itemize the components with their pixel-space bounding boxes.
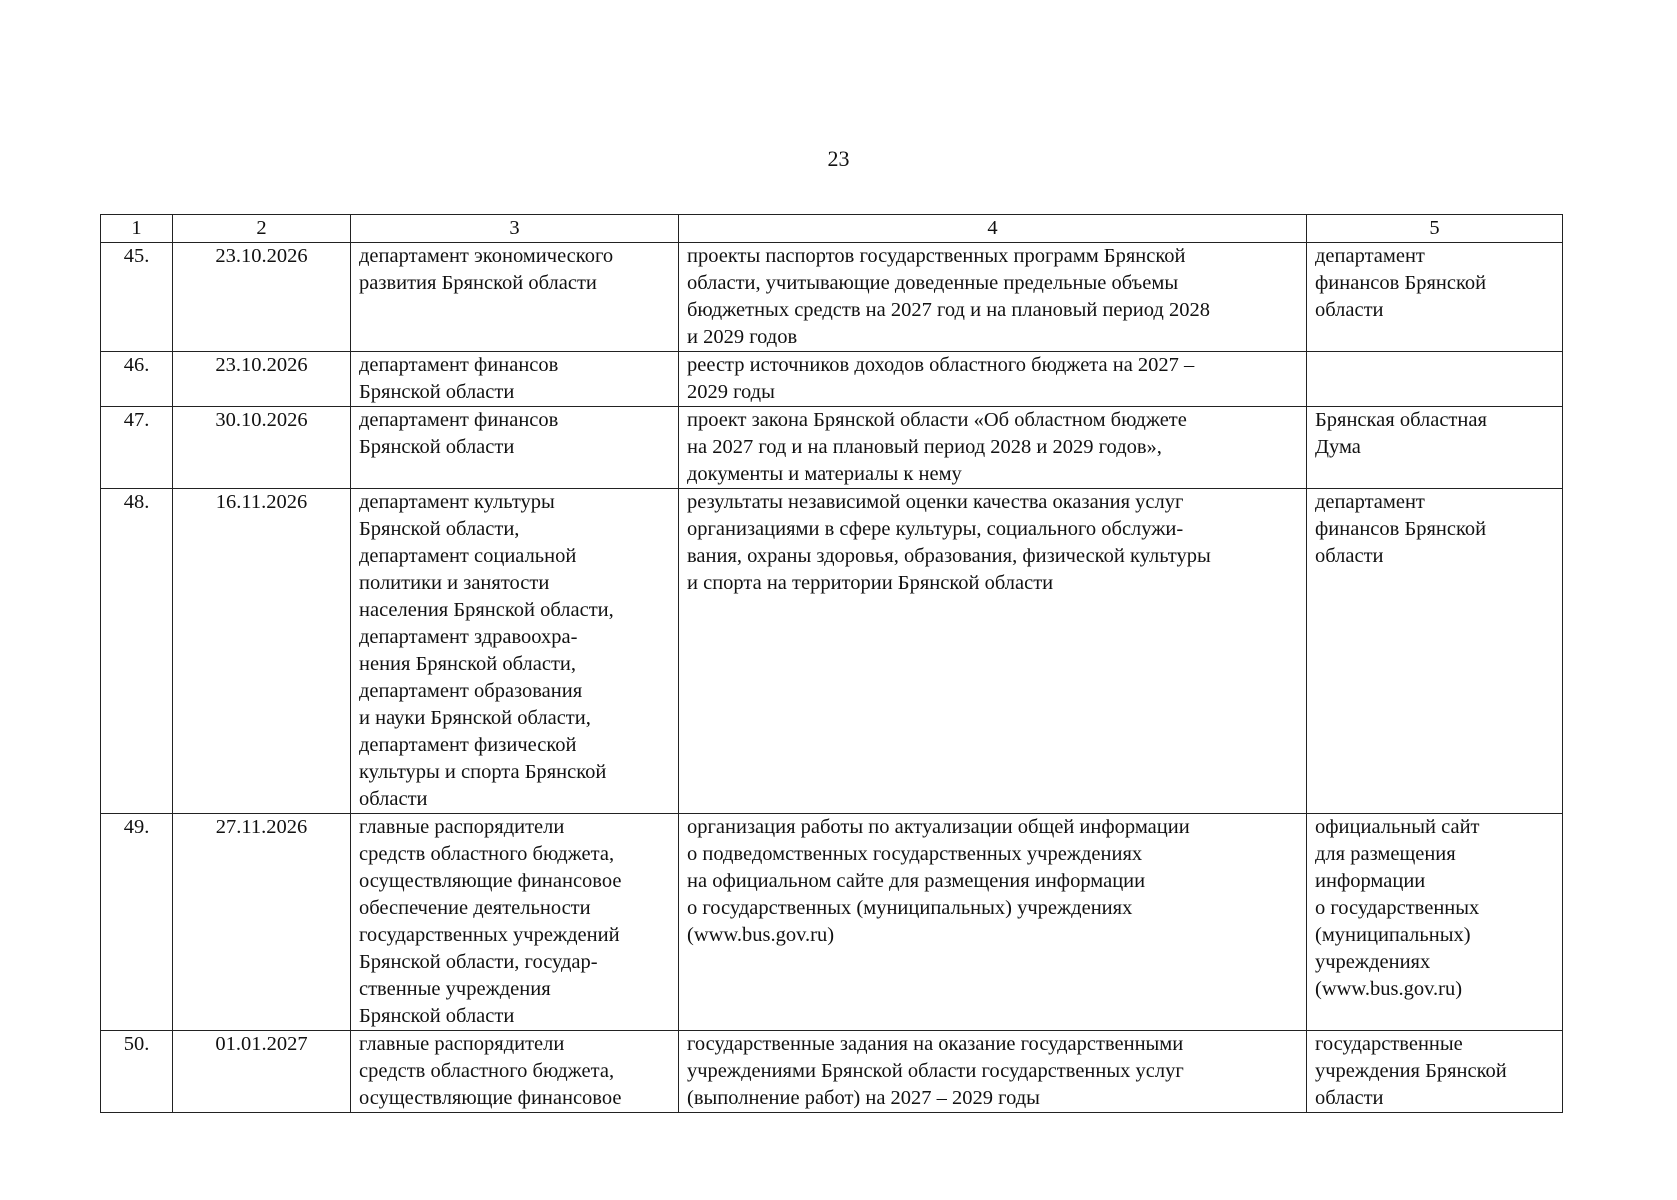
row-responsible: департамент культуры Брянской области, департамент социальной политики и занятости населения Брянской области, департамент здравоохра- нения Брянской области, департамент образования и науки Брянской области, департамент физической культуры и спорта Брянской области <box>351 489 679 814</box>
row-document: государственные задания на оказание государственными учреждениями Брянской области государственных услуг (выполнение работ) на 2027 – 2029 годы <box>679 1031 1307 1113</box>
row-responsible: главные распорядители средств областного бюджета, осуществляющие финансовое обеспечение деятельности государственных учреждений Брянской области, государ- ственные учреждения Брянской области <box>351 814 679 1031</box>
column-header-4: 4 <box>679 215 1307 243</box>
row-responsible: департамент экономического развития Брянской области <box>351 243 679 352</box>
row-document: реестр источников доходов областного бюджета на 2027 – 2029 годы <box>679 352 1307 407</box>
column-header-2: 2 <box>173 215 351 243</box>
column-header-3: 3 <box>351 215 679 243</box>
row-number: 48. <box>101 489 173 814</box>
row-date: 23.10.2026 <box>173 243 351 352</box>
schedule-table <box>100 214 1563 1113</box>
column-header-5: 5 <box>1307 215 1563 243</box>
row-recipient <box>1307 352 1563 407</box>
row-recipient: Брянская областная Дума <box>1307 407 1563 489</box>
row-document: организация работы по актуализации общей информации о подведомственных государственных учреждениях на официальном сайте для размещения информации о государственных (муниципальных) учреждениях (www.bus.gov.ru) <box>679 814 1307 1031</box>
row-date: 27.11.2026 <box>173 814 351 1031</box>
row-document: проекты паспортов государственных программ Брянской области, учитывающие доведенные предельные объемы бюджетных средств на 2027 год и на плановый период 2028 и 2029 годов <box>679 243 1307 352</box>
table-row <box>101 243 1563 352</box>
row-number: 46. <box>101 352 173 407</box>
row-date: 30.10.2026 <box>173 407 351 489</box>
column-header-1: 1 <box>101 215 173 243</box>
row-responsible: департамент финансов Брянской области <box>351 352 679 407</box>
table-row <box>101 814 1563 1031</box>
table-row <box>101 1031 1563 1113</box>
row-document: проект закона Брянской области «Об областном бюджете на 2027 год и на плановый период 2028 и 2029 годов», документы и материалы к нему <box>679 407 1307 489</box>
row-responsible: главные распорядители средств областного бюджета, осуществляющие финансовое <box>351 1031 679 1113</box>
table-row <box>101 407 1563 489</box>
row-date: 16.11.2026 <box>173 489 351 814</box>
row-recipient: государственные учреждения Брянской области <box>1307 1031 1563 1113</box>
row-date: 01.01.2027 <box>173 1031 351 1113</box>
row-responsible: департамент финансов Брянской области <box>351 407 679 489</box>
row-recipient: официальный сайт для размещения информации о государственных (муниципальных) учреждениях (www.bus.gov.ru) <box>1307 814 1563 1031</box>
table-row <box>101 352 1563 407</box>
row-number: 50. <box>101 1031 173 1113</box>
row-document: результаты независимой оценки качества оказания услуг организациями в сфере культуры, социального обслужи- вания, охраны здоровья, образования, физической культуры и спорта на территории Брянской области <box>679 489 1307 814</box>
row-number: 49. <box>101 814 173 1031</box>
page-number: 23 <box>827 146 850 171</box>
row-number: 45. <box>101 243 173 352</box>
row-recipient: департамент финансов Брянской области <box>1307 489 1563 814</box>
row-date: 23.10.2026 <box>173 352 351 407</box>
row-number: 47. <box>101 407 173 489</box>
table-header-row <box>101 215 1563 243</box>
row-recipient: департамент финансов Брянской области <box>1307 243 1563 352</box>
table-row <box>101 489 1563 814</box>
